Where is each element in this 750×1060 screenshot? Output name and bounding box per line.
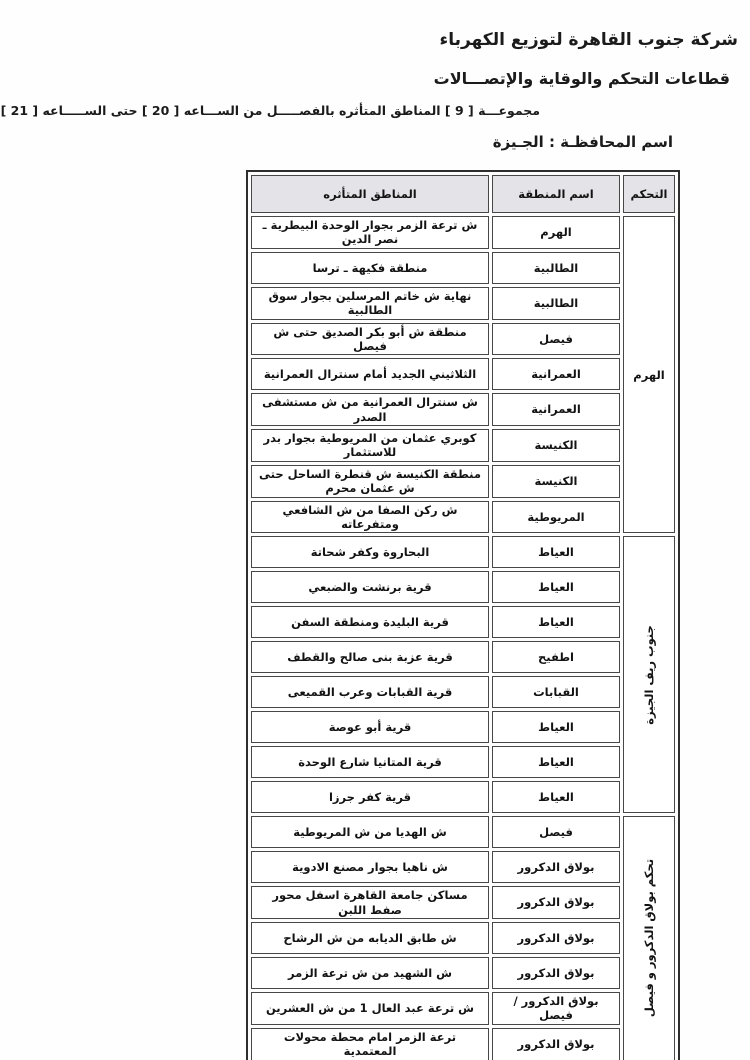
- area-name-cell: الكنيسة: [492, 429, 620, 462]
- table-row: [251, 571, 675, 603]
- table-row: [251, 851, 675, 883]
- table-row: [251, 216, 675, 249]
- affected-area-cell: ش الهديا من ش المريوطية: [251, 816, 489, 848]
- area-name-cell: العمرانية: [492, 393, 620, 426]
- area-name-cell: بولاق الدكرور: [492, 1028, 620, 1060]
- table-row: [251, 429, 675, 462]
- area-name-cell: بولاق الدكرور: [492, 922, 620, 954]
- area-name-cell: العمرانية: [492, 358, 620, 390]
- header-control: التحكم: [623, 175, 675, 213]
- area-name-cell: الطالبية: [492, 287, 620, 320]
- affected-area-cell: ترعة الزمر امام محطة محولات المعتمدية: [251, 1028, 489, 1060]
- table-row: [251, 641, 675, 673]
- control-group-cell-south-giza-rural: [623, 536, 675, 813]
- area-name-cell: الهرم: [492, 216, 620, 249]
- affected-area-cell: منطقة فكيهة ـ ترسا: [251, 252, 489, 284]
- table-row: [251, 1028, 675, 1060]
- area-name-cell: القبابات: [492, 676, 620, 708]
- table-row: [251, 816, 675, 848]
- area-name-cell: الكنيسة: [492, 465, 620, 498]
- header-area-name: اسم المنطقة: [492, 175, 620, 213]
- control-group-cell-boulaq-faisal: [623, 816, 675, 1060]
- area-name-cell: العياط: [492, 711, 620, 743]
- table-row: [251, 711, 675, 743]
- affected-area-cell: قرية المتانيا شارع الوحدة: [251, 746, 489, 778]
- area-name-cell: بولاق الدكرور: [492, 886, 620, 919]
- affected-area-cell: قرية البليدة ومنطقة السفن: [251, 606, 489, 638]
- control-group-label: تحكم بولاق الدكرور و فيصل: [642, 859, 656, 1018]
- table-row: [251, 746, 675, 778]
- area-name-cell: الطالبية: [492, 252, 620, 284]
- affected-area-cell: ش ناهيا بجوار مصنع الادوية: [251, 851, 489, 883]
- area-name-cell: العياط: [492, 781, 620, 813]
- affected-area-cell: قرية القبابات وعرب القميعى: [251, 676, 489, 708]
- table-row: [251, 323, 675, 356]
- affected-area-cell: نهاية ش خاتم المرسلين بجوار سوق الطالبية: [251, 287, 489, 320]
- affected-area-cell: مساكن جامعة القاهرة اسفل محور صفط اللبن: [251, 886, 489, 919]
- area-name-cell: العياط: [492, 746, 620, 778]
- table-row: [251, 676, 675, 708]
- affected-area-cell: منطقة ش أبو بكر الصديق حتى ش فيصل: [251, 323, 489, 356]
- affected-area-cell: البحاروة وكفر شحاتة: [251, 536, 489, 568]
- affected-area-cell: ش ترعة الزمر بجوار الوحدة البيطرية ـ نصر الدين: [251, 216, 489, 249]
- affected-area-cell: منطقة الكنيسة ش قنطرة الساحل حتى ش عثمان محرم: [251, 465, 489, 498]
- affected-area-cell: الثلاثيني الجديد أمام سنترال العمرانية: [251, 358, 489, 390]
- governorate-line: اسم المحافظـة : الجـيزة: [492, 133, 673, 151]
- affected-area-cell: ش ركن الصفا من ش الشافعي ومتفرعاته: [251, 501, 489, 534]
- table-row: [251, 287, 675, 320]
- area-name-cell: المريوطية: [492, 501, 620, 534]
- table-header-row: [251, 175, 675, 213]
- affected-area-cell: قرية برنشت والضبعي: [251, 571, 489, 603]
- affected-area-cell: قرية أبو عوصة: [251, 711, 489, 743]
- control-group-label: الهرم: [633, 367, 665, 382]
- affected-area-cell: قرية عزبة بنى صالح والقطف: [251, 641, 489, 673]
- affected-area-cell: ش سنترال العمرانية من ش مستشفى الصدر: [251, 393, 489, 426]
- table-row: [251, 922, 675, 954]
- outage-group-line: مجموعـــة [ 9 ] المناطق المتأثره بالفصـــــل من الســـاعه [ 20 ] حتى الســـــاعه [ 21 ]: [0, 103, 540, 118]
- area-name-cell: بولاق الدكرور: [492, 957, 620, 989]
- area-name-cell: اطفيح: [492, 641, 620, 673]
- table-row: [251, 465, 675, 498]
- table-row: [251, 781, 675, 813]
- table-row: [251, 536, 675, 568]
- department-title: قطاعات التحكم والوقاية والإتصـــالات: [433, 69, 730, 88]
- area-name-cell: بولاق الدكرور / فيصل: [492, 992, 620, 1025]
- table-row: [251, 501, 675, 534]
- area-name-cell: بولاق الدكرور: [492, 851, 620, 883]
- company-title: شركة جنوب القاهرة لتوزيع الكهرباء: [439, 30, 738, 50]
- table-row: [251, 606, 675, 638]
- table-row: [251, 886, 675, 919]
- affected-area-cell: قرية كفر جرزا: [251, 781, 489, 813]
- outage-areas-table: [246, 170, 680, 1060]
- control-group-cell-haram: [623, 216, 675, 533]
- table-row: [251, 957, 675, 989]
- area-name-cell: العياط: [492, 606, 620, 638]
- table-row: [251, 992, 675, 1025]
- table-row: [251, 358, 675, 390]
- table-row: [251, 252, 675, 284]
- affected-area-cell: كوبري عثمان من المريوطية بجوار بدر للاستثمار: [251, 429, 489, 462]
- table-row: [251, 393, 675, 426]
- control-group-label: جنوب ريف الجيزة: [641, 624, 656, 725]
- affected-area-cell: ش طابق الديابه من ش الرشاح: [251, 922, 489, 954]
- affected-area-cell: ش الشهيد من ش ترعة الزمر: [251, 957, 489, 989]
- affected-area-cell: ش ترعة عبد العال 1 من ش العشرين: [251, 992, 489, 1025]
- area-name-cell: فيصل: [492, 323, 620, 356]
- header-affected-areas: المناطق المتأثره: [251, 175, 489, 213]
- area-name-cell: العياط: [492, 536, 620, 568]
- area-name-cell: فيصل: [492, 816, 620, 848]
- area-name-cell: العياط: [492, 571, 620, 603]
